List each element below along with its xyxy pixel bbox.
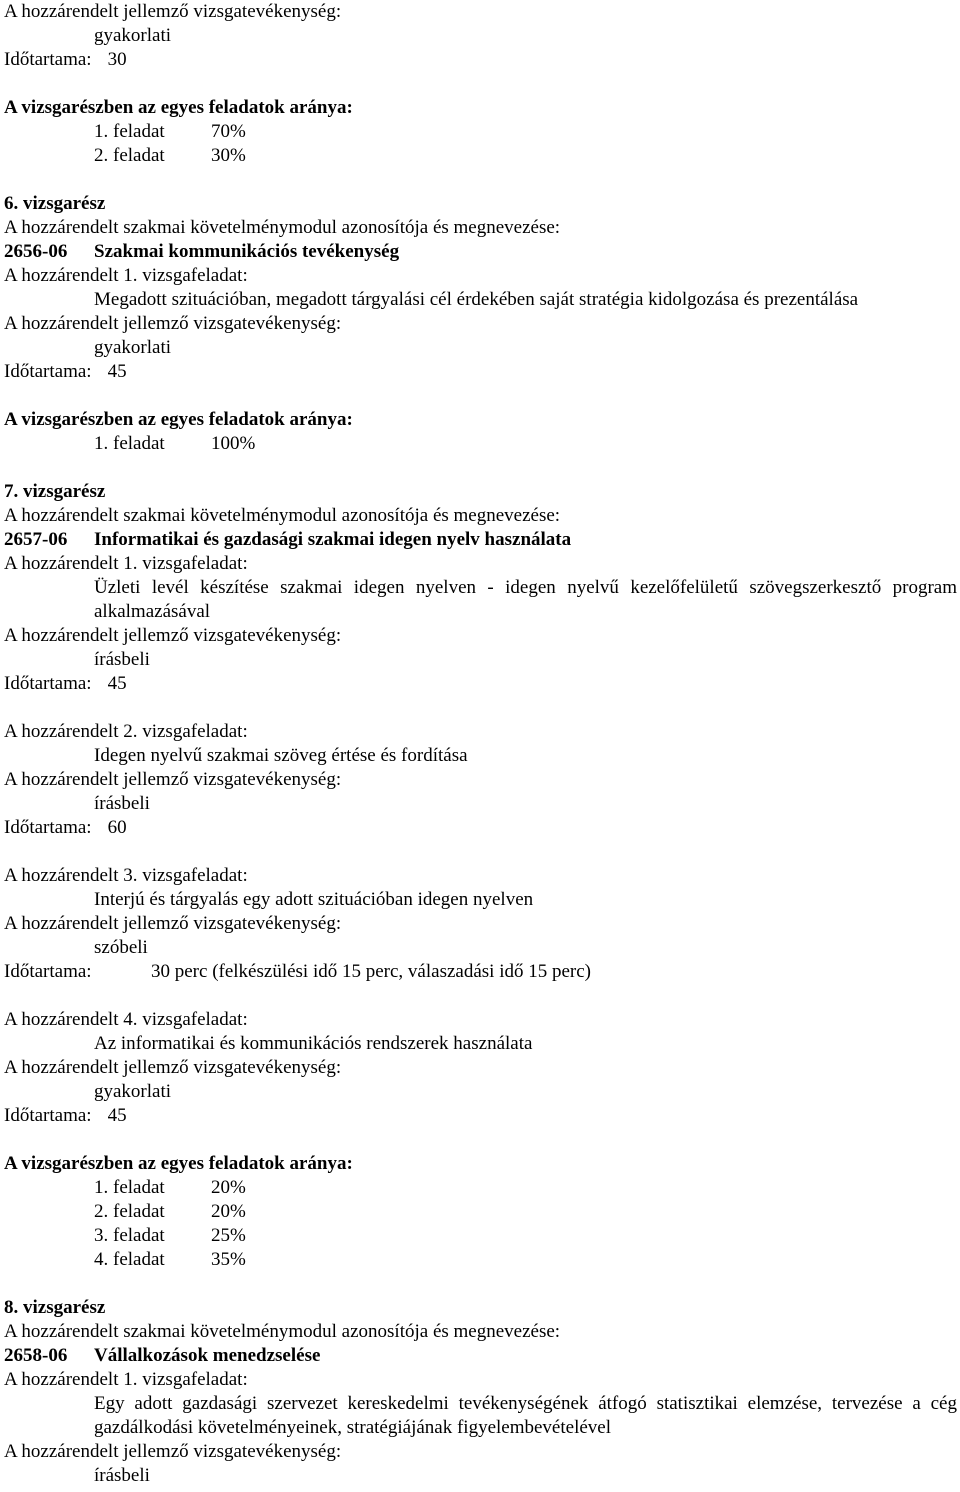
activity-label: A hozzárendelt jellemző vizsgatevékenység:: [4, 769, 342, 790]
module-name: Szakmai kommunikációs tevékenység: [94, 241, 400, 262]
duration-label: Időtartama:: [4, 817, 92, 838]
activity-value: gyakorlati: [94, 337, 172, 358]
duration-row: [4, 816, 957, 840]
duration-label: Időtartama:: [4, 361, 92, 382]
ratio-row: 2. feladat 30%: [94, 145, 246, 166]
duration-row: [4, 672, 957, 696]
task-label: A hozzárendelt 1. vizsgafeladat:: [4, 553, 248, 574]
task-text: Interjú és tárgyalás egy adott szituációban idegen nyelven: [94, 889, 534, 910]
task-label: A hozzárendelt 1. vizsgafeladat:: [4, 265, 248, 286]
activity-label: A hozzárendelt jellemző vizsgatevékenység:: [4, 1, 342, 22]
module-label: A hozzárendelt szakmai követelménymodul azonosítója és megnevezése:: [4, 217, 561, 238]
task-label: A hozzárendelt 4. vizsgafeladat:: [4, 1009, 248, 1030]
task-text: Egy adott gazdasági szervezet kereskedelmi tevékenységének átfogó statisztikai elemzése, tervezése a cég gazdálkodási követelményeinek, stratégiájának figyelembevételével: [94, 1393, 957, 1438]
duration-value: 45: [107, 1105, 127, 1126]
ratio-row: 2. feladat 20%: [94, 1201, 246, 1222]
section-title: 7. vizsgarész: [4, 481, 106, 502]
module-name: Informatikai és gazdasági szakmai idegen nyelv használata: [94, 529, 572, 550]
ratio-row: 1. feladat 100%: [94, 433, 256, 454]
activity-value: gyakorlati: [94, 25, 172, 46]
duration-value: 30: [107, 49, 127, 70]
activity-value: írásbeli: [94, 793, 150, 814]
activity-value: szóbeli: [94, 937, 148, 958]
module-code: 2657-06: [4, 529, 68, 550]
duration-label: Időtartama:: [4, 961, 92, 982]
activity-value: írásbeli: [94, 649, 150, 670]
ratio-row: 4. feladat 35%: [94, 1249, 246, 1270]
activity-value: gyakorlati: [94, 1081, 172, 1102]
module-row: [4, 528, 957, 552]
module-label: A hozzárendelt szakmai követelménymodul azonosítója és megnevezése:: [4, 1321, 561, 1342]
ratio-row: 3. feladat 25%: [94, 1225, 246, 1246]
section-title: 6. vizsgarész: [4, 193, 106, 214]
module-row: [4, 240, 957, 264]
duration-value: 45: [107, 361, 127, 382]
task-text: Idegen nyelvű szakmai szöveg értése és fordítása: [94, 745, 468, 766]
duration-label: Időtartama:: [4, 673, 92, 694]
task-text: Megadott szituációban, megadott tárgyalási cél érdekében saját stratégia kidolgozása és prezentálása: [94, 289, 859, 310]
activity-value: írásbeli: [94, 1465, 150, 1486]
duration-label: Időtartama:: [4, 1105, 92, 1126]
module-name: Vállalkozások menedzselése: [94, 1345, 321, 1366]
section-title: 8. vizsgarész: [4, 1297, 106, 1318]
ratio-row: 1. feladat 70%: [94, 121, 246, 142]
activity-label: A hozzárendelt jellemző vizsgatevékenység:: [4, 625, 342, 646]
ratio-heading: A vizsgarészben az egyes feladatok aránya:: [4, 1153, 353, 1174]
module-code: 2658-06: [4, 1345, 68, 1366]
activity-label: A hozzárendelt jellemző vizsgatevékenység:: [4, 913, 342, 934]
module-code: 2656-06: [4, 241, 68, 262]
document-page: [4, 0, 957, 1488]
task-label: A hozzárendelt 3. vizsgafeladat:: [4, 865, 248, 886]
ratio-heading: A vizsgarészben az egyes feladatok aránya:: [4, 409, 353, 430]
task-text: Az informatikai és kommunikációs rendszerek használata: [94, 1033, 533, 1054]
task-label: A hozzárendelt 2. vizsgafeladat:: [4, 721, 248, 742]
duration-row: [4, 48, 957, 72]
duration-row: [4, 1104, 957, 1128]
duration-value: 30 perc (felkészülési idő 15 perc, válaszadási idő 15 perc): [151, 961, 591, 982]
activity-label: A hozzárendelt jellemző vizsgatevékenység:: [4, 1057, 342, 1078]
module-label: A hozzárendelt szakmai követelménymodul azonosítója és megnevezése:: [4, 505, 561, 526]
activity-label: A hozzárendelt jellemző vizsgatevékenység:: [4, 1441, 342, 1462]
ratio-heading: A vizsgarészben az egyes feladatok aránya:: [4, 97, 353, 118]
task-label: A hozzárendelt 1. vizsgafeladat:: [4, 1369, 248, 1390]
ratio-row: 1. feladat 20%: [94, 1177, 246, 1198]
duration-value: 45: [107, 673, 127, 694]
duration-row: [4, 960, 957, 984]
module-row: [4, 1344, 957, 1368]
task-text: Üzleti levél készítése szakmai idegen nyelven - idegen nyelvű kezelőfelületű szövegszerkesztő program alkalmazásával: [94, 577, 957, 622]
duration-value: 60: [107, 817, 127, 838]
duration-label: Időtartama:: [4, 49, 92, 70]
duration-row: [4, 360, 957, 384]
activity-label: A hozzárendelt jellemző vizsgatevékenység:: [4, 313, 342, 334]
